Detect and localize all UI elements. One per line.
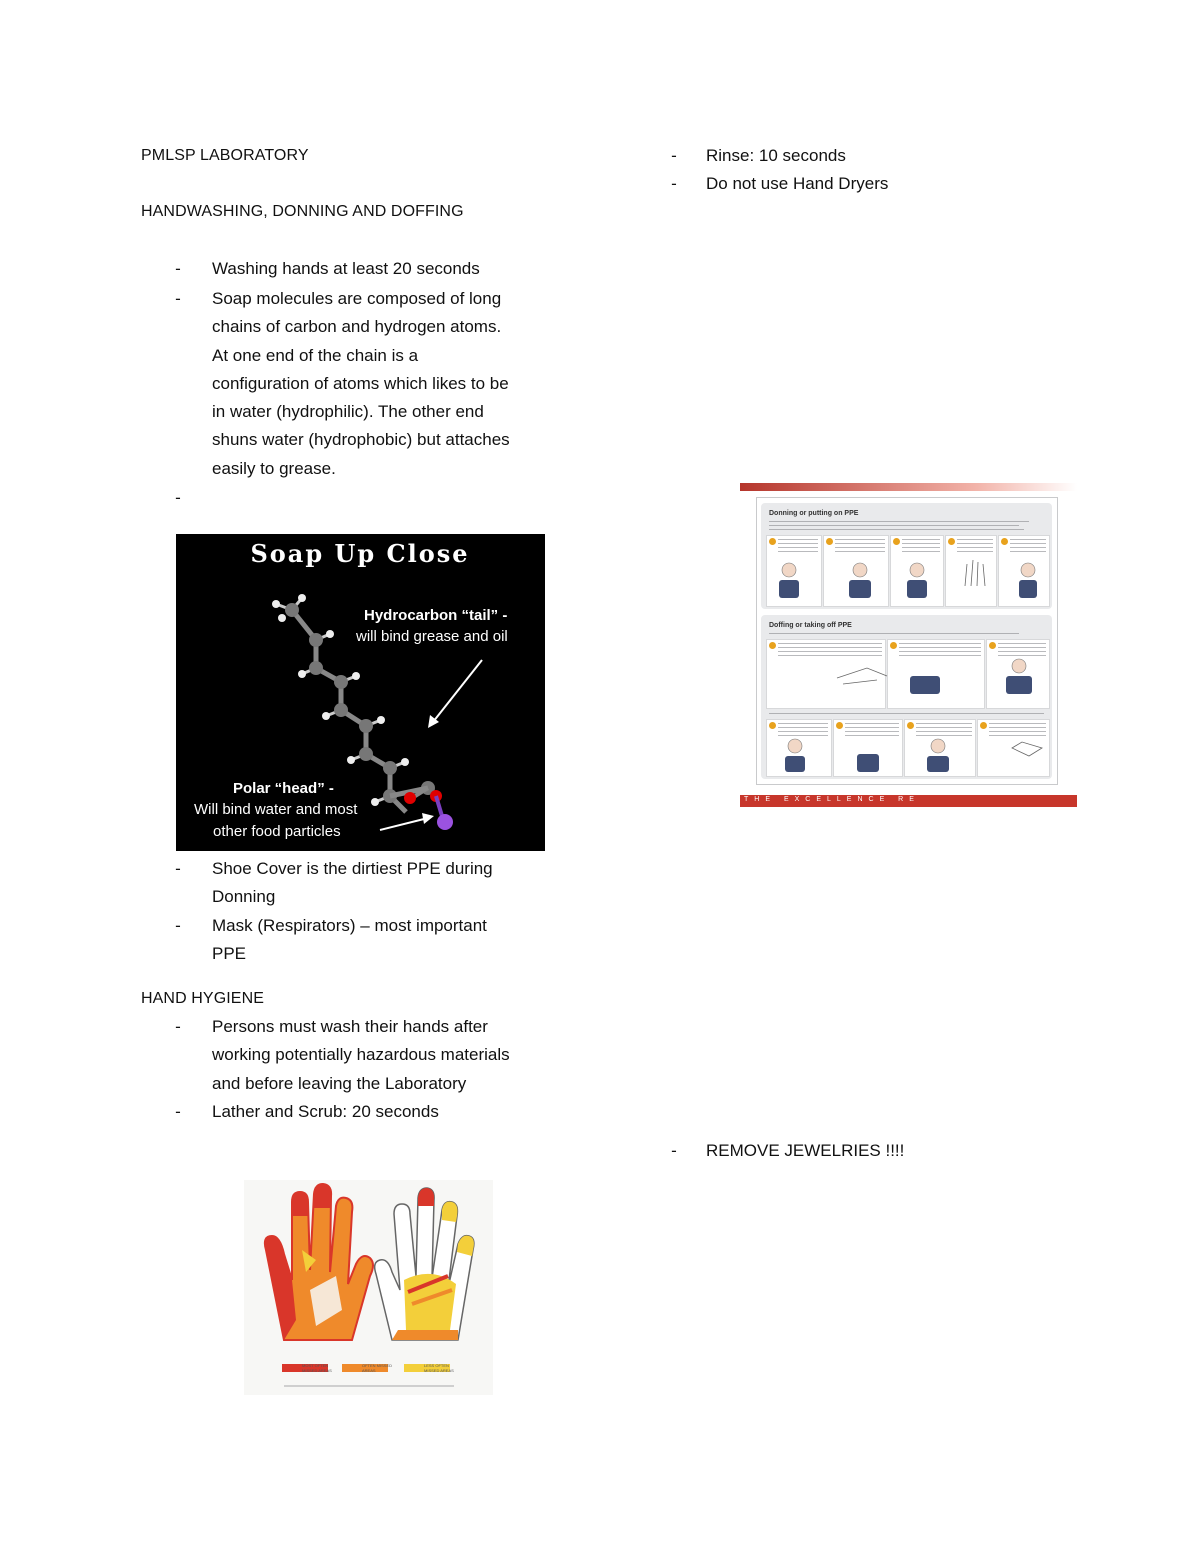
- bullet-dash: -: [175, 259, 181, 278]
- bullet-dash: -: [175, 1017, 181, 1036]
- head-label: Polar “head” -: [233, 780, 334, 797]
- bullet-line: Persons must wash their hands after: [212, 1017, 488, 1036]
- ppe-poster: [756, 497, 1058, 785]
- bullet-dash: -: [671, 146, 677, 165]
- bullet-line: configuration of atoms which likes to be: [212, 373, 509, 393]
- doffing-heading: Doffing or taking off PPE: [769, 622, 852, 629]
- bullet-text-wash-20s: [212, 255, 480, 283]
- hands-illustration: [244, 1180, 493, 1350]
- head-description-2: other food particles: [213, 823, 341, 840]
- legend-label-often: OFTEN MISSED AREAS: [362, 1363, 393, 1373]
- donning-heading: Donning or putting on PPE: [769, 510, 859, 517]
- soap-molecule-figure: [176, 534, 545, 851]
- caption-line: [284, 1385, 454, 1387]
- bullet-text-soap-molecules: [212, 285, 510, 483]
- bullet-line: in water (hydrophilic). The other end: [212, 402, 484, 422]
- bullet-text-lather-scrub: [212, 1098, 439, 1126]
- bullet-text-mask: [212, 912, 487, 969]
- bullet-line: At one end of the chain is a: [212, 345, 419, 365]
- bullet-text-rinse: Rinse: 10 seconds: [706, 146, 846, 165]
- legend-label-most: MOST OFTEN MISSED AREAS: [302, 1363, 332, 1373]
- bullet-dash: -: [175, 1102, 181, 1121]
- bullet-line: Donning: [212, 887, 276, 907]
- bullet-line: PPE: [212, 944, 247, 964]
- bullet-line: easily to grease.: [212, 458, 336, 478]
- ppe-footer-text: THE EXCELLENCE RE: [744, 796, 920, 803]
- tail-label: Hydrocarbon “tail” -: [364, 607, 508, 624]
- bullet-text-shoe-cover: [212, 855, 493, 912]
- bullet-dash: -: [175, 916, 181, 935]
- bullet-text-persons-wash: [212, 1013, 510, 1098]
- bullet-line: Shoe Cover is the dirtiest PPE during: [212, 859, 493, 878]
- document-title: PMLSP LABORATORY: [141, 147, 309, 164]
- soap-figure-title: Soap Up Close: [250, 539, 470, 568]
- bullet-line: Mask (Respirators) – most important: [212, 916, 487, 935]
- bullet-line: Soap molecules are composed of long: [212, 289, 502, 308]
- bullet-line: working potentially hazardous materials: [212, 1045, 510, 1065]
- ppe-bottom-banner: [740, 795, 1077, 807]
- bullet-text-remove-jewelries: REMOVE JEWELRIES !!!!: [706, 1141, 905, 1160]
- bullet-text-hand-dryers: Do not use Hand Dryers: [706, 174, 889, 193]
- legend-label-less: LESS OFTEN MISSED AREAS: [424, 1363, 454, 1373]
- ppe-donning-doffing-figure: [740, 477, 1077, 807]
- bullet-dash: -: [671, 1141, 677, 1160]
- bullet-line: Lather and Scrub: 20 seconds: [212, 1102, 439, 1121]
- hands-missed-areas-figure: [244, 1180, 493, 1395]
- ppe-top-banner: [740, 483, 1077, 491]
- head-description-1: Will bind water and most: [194, 801, 358, 818]
- bullet-dash: -: [671, 174, 677, 193]
- bullet-dash: -: [175, 289, 181, 308]
- bullet-line: shuns water (hydrophobic) but attaches: [212, 430, 510, 450]
- section-heading-handwashing: HANDWASHING, DONNING AND DOFFING: [141, 203, 464, 220]
- ppe-figures: [757, 498, 1057, 784]
- bullet-line: chains of carbon and hydrogen atoms.: [212, 317, 502, 337]
- bullet-dash: -: [175, 859, 181, 878]
- tail-description: will bind grease and oil: [356, 628, 508, 645]
- bullet-dash: -: [175, 488, 181, 507]
- section-heading-hand-hygiene: HAND HYGIENE: [141, 990, 264, 1007]
- bullet-line: and before leaving the Laboratory: [212, 1073, 467, 1093]
- bullet-line: Washing hands at least 20 seconds: [212, 259, 480, 278]
